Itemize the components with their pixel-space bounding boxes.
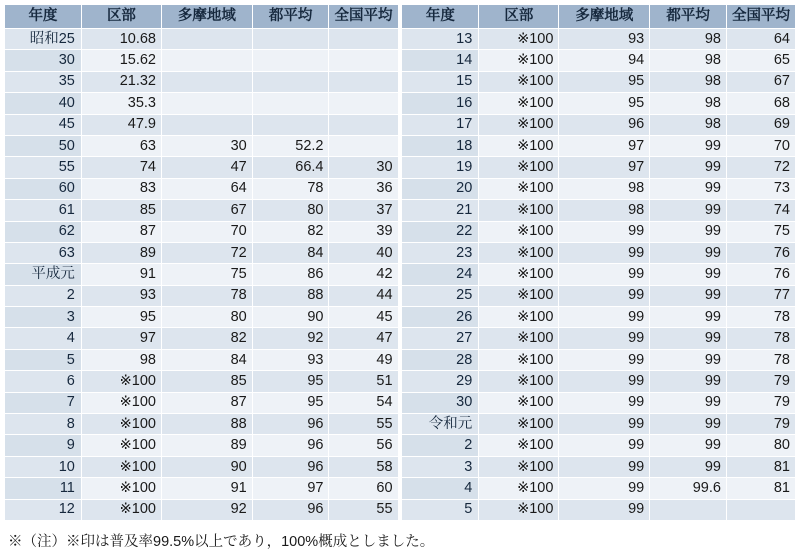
cell-value: 84 [162, 349, 253, 370]
cell-year: 昭和25 [5, 29, 82, 50]
cell-year: 62 [5, 221, 82, 242]
column-header-tama: 多摩地域 [559, 5, 650, 29]
table-row [5, 93, 399, 114]
cell-value [329, 50, 398, 71]
cell-value: 42 [329, 264, 398, 285]
cell-value [252, 71, 329, 92]
cell-value: 85 [162, 371, 253, 392]
cell-year: 50 [5, 135, 82, 156]
tables-container [4, 4, 796, 521]
cell-value: 91 [162, 478, 253, 499]
cell-year: 9 [5, 435, 82, 456]
table-row [402, 71, 796, 92]
cell-value: 95 [252, 392, 329, 413]
cell-year: 4 [402, 478, 479, 499]
cell-value: 99 [650, 435, 727, 456]
cell-value: 98 [559, 200, 650, 221]
cell-value: 87 [162, 392, 253, 413]
cell-value: 69 [726, 114, 795, 135]
cell-value: 78 [726, 349, 795, 370]
cell-value: 99 [650, 178, 727, 199]
cell-value [726, 499, 795, 520]
cell-value: 81 [726, 456, 795, 477]
cell-year: 23 [402, 242, 479, 263]
cell-value: 98 [81, 349, 161, 370]
cell-value: 54 [329, 392, 398, 413]
cell-value: 93 [252, 349, 329, 370]
cell-value: 99 [650, 135, 727, 156]
cell-value: 99 [650, 307, 727, 328]
cell-value: 93 [559, 29, 650, 50]
cell-value: ※100 [479, 157, 559, 178]
cell-value: 80 [162, 307, 253, 328]
table-row [5, 135, 399, 156]
cell-value: 88 [252, 285, 329, 306]
table-row [402, 114, 796, 135]
cell-value: ※100 [81, 392, 161, 413]
table-row [5, 328, 399, 349]
cell-value: ※100 [479, 456, 559, 477]
table-row [5, 264, 399, 285]
cell-value: 83 [81, 178, 161, 199]
table-row [402, 200, 796, 221]
table-row [5, 200, 399, 221]
cell-value: 47 [162, 157, 253, 178]
cell-value: 64 [726, 29, 795, 50]
cell-year: 18 [402, 135, 479, 156]
table-row [5, 371, 399, 392]
cell-year: 27 [402, 328, 479, 349]
table-row [5, 242, 399, 263]
cell-year: 12 [5, 499, 82, 520]
table-row [402, 93, 796, 114]
cell-value: 77 [726, 285, 795, 306]
cell-value [650, 499, 727, 520]
cell-year: 7 [5, 392, 82, 413]
cell-year: 5 [402, 499, 479, 520]
cell-year: 20 [402, 178, 479, 199]
cell-value: 74 [726, 200, 795, 221]
cell-value: ※100 [479, 135, 559, 156]
cell-value: 97 [252, 478, 329, 499]
cell-value [162, 93, 253, 114]
cell-value: 68 [726, 93, 795, 114]
table-row [402, 135, 796, 156]
table-row [5, 71, 399, 92]
cell-value: 21.32 [81, 71, 161, 92]
cell-value: ※100 [479, 264, 559, 285]
table-row [5, 114, 399, 135]
table-row [402, 178, 796, 199]
cell-value: 99 [559, 307, 650, 328]
cell-year: 24 [402, 264, 479, 285]
cell-value: 72 [162, 242, 253, 263]
table-row [402, 414, 796, 435]
cell-value: 99 [559, 328, 650, 349]
table-body-left [5, 29, 399, 521]
cell-value: 98 [650, 114, 727, 135]
cell-value: 99 [650, 371, 727, 392]
cell-year: 10 [5, 456, 82, 477]
cell-year: 26 [402, 307, 479, 328]
cell-value: 99 [559, 435, 650, 456]
column-header-tama: 多摩地域 [162, 5, 253, 29]
column-header-national-average: 全国平均 [726, 5, 795, 29]
cell-value: 80 [252, 200, 329, 221]
column-header-year: 年度 [5, 5, 82, 29]
cell-year: 3 [5, 307, 82, 328]
cell-value [162, 71, 253, 92]
cell-value: ※100 [479, 178, 559, 199]
cell-value: 51 [329, 371, 398, 392]
cell-value: 94 [559, 50, 650, 71]
cell-value: 66.4 [252, 157, 329, 178]
table-row [402, 50, 796, 71]
cell-value: 99 [650, 456, 727, 477]
cell-value: ※100 [479, 71, 559, 92]
cell-value: ※100 [479, 371, 559, 392]
cell-value: 99 [650, 200, 727, 221]
cell-value: 65 [726, 50, 795, 71]
cell-value: ※100 [479, 414, 559, 435]
cell-value: 90 [162, 456, 253, 477]
cell-year: 19 [402, 157, 479, 178]
table-row [5, 478, 399, 499]
table-row [402, 478, 796, 499]
cell-value: ※100 [479, 499, 559, 520]
cell-value: 78 [252, 178, 329, 199]
table-row [402, 157, 796, 178]
cell-value: 55 [329, 499, 398, 520]
cell-value: 87 [81, 221, 161, 242]
column-header-kubu: 区部 [81, 5, 161, 29]
cell-value: 97 [559, 157, 650, 178]
cell-value: 99 [559, 478, 650, 499]
cell-value: 99 [559, 221, 650, 242]
cell-year: 30 [5, 50, 82, 71]
cell-value: 96 [252, 414, 329, 435]
cell-year: 平成元 [5, 264, 82, 285]
column-header-kubu: 区部 [479, 5, 559, 29]
cell-value: 79 [726, 414, 795, 435]
cell-value: 78 [726, 307, 795, 328]
cell-value: 76 [726, 264, 795, 285]
cell-value: 90 [252, 307, 329, 328]
cell-value: 95 [559, 93, 650, 114]
table-body-right [402, 29, 796, 521]
cell-value: 99 [559, 371, 650, 392]
cell-value: 99 [650, 414, 727, 435]
cell-year: 8 [5, 414, 82, 435]
cell-value: 47.9 [81, 114, 161, 135]
cell-value: 49 [329, 349, 398, 370]
cell-year: 45 [5, 114, 82, 135]
cell-value [162, 114, 253, 135]
cell-value: 15.62 [81, 50, 161, 71]
cell-value: 30 [329, 157, 398, 178]
cell-value: 52.2 [252, 135, 329, 156]
cell-value [252, 29, 329, 50]
cell-year: 61 [5, 200, 82, 221]
cell-value: 47 [329, 328, 398, 349]
column-header-national-average: 全国平均 [329, 5, 398, 29]
cell-value: 99 [559, 242, 650, 263]
table-row [5, 50, 399, 71]
table-row [5, 349, 399, 370]
cell-value: 99 [650, 221, 727, 242]
cell-value: 95 [81, 307, 161, 328]
cell-value: ※100 [479, 29, 559, 50]
table-row [5, 414, 399, 435]
cell-year: 2 [402, 435, 479, 456]
cell-value: 99.6 [650, 478, 727, 499]
cell-value: 99 [559, 499, 650, 520]
cell-value: 30 [162, 135, 253, 156]
cell-value: 99 [559, 349, 650, 370]
cell-value: 78 [162, 285, 253, 306]
cell-year: 22 [402, 221, 479, 242]
cell-value: 99 [650, 392, 727, 413]
cell-year: 11 [5, 478, 82, 499]
cell-value: 39 [329, 221, 398, 242]
table-row [5, 285, 399, 306]
cell-value [162, 50, 253, 71]
cell-year: 28 [402, 349, 479, 370]
cell-value: 99 [650, 349, 727, 370]
cell-value: 75 [162, 264, 253, 285]
cell-value: 95 [252, 371, 329, 392]
table-row [402, 456, 796, 477]
cell-value: 99 [559, 414, 650, 435]
cell-value: ※100 [479, 307, 559, 328]
cell-value: ※100 [81, 478, 161, 499]
table-row [402, 264, 796, 285]
table-row [402, 285, 796, 306]
sewerage-coverage-table-left [4, 4, 399, 521]
cell-value: 99 [650, 285, 727, 306]
cell-value: 37 [329, 200, 398, 221]
cell-year: 13 [402, 29, 479, 50]
cell-value: 70 [162, 221, 253, 242]
table-row [5, 392, 399, 413]
table-row [5, 157, 399, 178]
table-row [402, 221, 796, 242]
cell-value: 81 [726, 478, 795, 499]
cell-value: 98 [650, 50, 727, 71]
cell-value: ※100 [479, 50, 559, 71]
table-row [402, 371, 796, 392]
cell-year: 2 [5, 285, 82, 306]
cell-value [252, 114, 329, 135]
cell-value: 93 [81, 285, 161, 306]
table-row [5, 221, 399, 242]
cell-value: 78 [726, 328, 795, 349]
cell-value: 60 [329, 478, 398, 499]
cell-value: 96 [252, 435, 329, 456]
cell-value: 73 [726, 178, 795, 199]
column-header-year: 年度 [402, 5, 479, 29]
cell-year: 25 [402, 285, 479, 306]
cell-value: 35.3 [81, 93, 161, 114]
cell-value: 98 [559, 178, 650, 199]
cell-value: 67 [162, 200, 253, 221]
cell-value: 89 [81, 242, 161, 263]
cell-value [329, 114, 398, 135]
cell-value [252, 50, 329, 71]
cell-year: 40 [5, 93, 82, 114]
cell-value: 76 [726, 242, 795, 263]
cell-year: 30 [402, 392, 479, 413]
cell-value: 84 [252, 242, 329, 263]
table-row [5, 29, 399, 50]
sewerage-coverage-table-right [401, 4, 796, 521]
cell-value: ※100 [81, 456, 161, 477]
cell-value: 63 [81, 135, 161, 156]
cell-year: 15 [402, 71, 479, 92]
cell-value: 45 [329, 307, 398, 328]
cell-value: 82 [252, 221, 329, 242]
cell-year: 35 [5, 71, 82, 92]
cell-value: 99 [559, 285, 650, 306]
table-row [5, 435, 399, 456]
cell-year: 63 [5, 242, 82, 263]
table-header-row [5, 5, 399, 29]
cell-value [252, 93, 329, 114]
cell-value: 99 [650, 264, 727, 285]
table-row [402, 349, 796, 370]
cell-value: 92 [252, 328, 329, 349]
cell-year: 21 [402, 200, 479, 221]
cell-value: 99 [559, 456, 650, 477]
cell-value: 79 [726, 371, 795, 392]
column-header-tokyo-average: 都平均 [650, 5, 727, 29]
cell-value: ※100 [479, 478, 559, 499]
cell-value: ※100 [81, 435, 161, 456]
cell-value [329, 135, 398, 156]
cell-value: ※100 [479, 242, 559, 263]
table-row [402, 307, 796, 328]
cell-value: 79 [726, 392, 795, 413]
table-footnote: ※（注）※印は普及率99.5%以上であり，100%概成としました。 [8, 533, 435, 550]
cell-value: ※100 [479, 392, 559, 413]
cell-year: 14 [402, 50, 479, 71]
cell-value: ※100 [479, 221, 559, 242]
table-row [402, 392, 796, 413]
cell-value: 82 [162, 328, 253, 349]
cell-value: ※100 [81, 499, 161, 520]
cell-value: ※100 [479, 328, 559, 349]
cell-value: 58 [329, 456, 398, 477]
cell-value: 44 [329, 285, 398, 306]
cell-year: 29 [402, 371, 479, 392]
cell-value: ※100 [479, 93, 559, 114]
table-row [402, 242, 796, 263]
cell-value: 96 [252, 499, 329, 520]
cell-year: 3 [402, 456, 479, 477]
cell-value: 92 [162, 499, 253, 520]
cell-value: 99 [559, 264, 650, 285]
cell-value: ※100 [81, 371, 161, 392]
cell-value: 64 [162, 178, 253, 199]
cell-value [162, 29, 253, 50]
cell-year: 令和元 [402, 414, 479, 435]
cell-year: 4 [5, 328, 82, 349]
cell-value: 97 [81, 328, 161, 349]
cell-value: ※100 [479, 285, 559, 306]
cell-value: 98 [650, 93, 727, 114]
cell-value: 89 [162, 435, 253, 456]
cell-value: ※100 [479, 114, 559, 135]
cell-value: 10.68 [81, 29, 161, 50]
cell-value: 96 [252, 456, 329, 477]
cell-value: ※100 [479, 435, 559, 456]
table-row [5, 499, 399, 520]
cell-value: 80 [726, 435, 795, 456]
cell-year: 55 [5, 157, 82, 178]
cell-value: 55 [329, 414, 398, 435]
cell-value: 99 [650, 242, 727, 263]
cell-value: 98 [650, 29, 727, 50]
cell-value: ※100 [81, 414, 161, 435]
cell-value: 36 [329, 178, 398, 199]
cell-value: 40 [329, 242, 398, 263]
cell-value: 75 [726, 221, 795, 242]
cell-year: 16 [402, 93, 479, 114]
table-header-row [402, 5, 796, 29]
cell-value: 99 [650, 157, 727, 178]
cell-value: 56 [329, 435, 398, 456]
cell-value: 74 [81, 157, 161, 178]
table-row [402, 499, 796, 520]
table-row [5, 456, 399, 477]
cell-value [329, 93, 398, 114]
cell-year: 17 [402, 114, 479, 135]
cell-value: 98 [650, 71, 727, 92]
table-row [402, 328, 796, 349]
cell-value: 99 [650, 328, 727, 349]
cell-value: 67 [726, 71, 795, 92]
cell-value: 97 [559, 135, 650, 156]
table-row [5, 307, 399, 328]
table-row [402, 29, 796, 50]
cell-value: 96 [559, 114, 650, 135]
table-row [402, 435, 796, 456]
cell-value: ※100 [479, 349, 559, 370]
table-row [5, 178, 399, 199]
cell-value [329, 29, 398, 50]
cell-value: 70 [726, 135, 795, 156]
cell-value: 72 [726, 157, 795, 178]
cell-value [329, 71, 398, 92]
cell-value: 86 [252, 264, 329, 285]
cell-value: 99 [559, 392, 650, 413]
cell-value: 88 [162, 414, 253, 435]
cell-year: 5 [5, 349, 82, 370]
column-header-tokyo-average: 都平均 [252, 5, 329, 29]
cell-value: 95 [559, 71, 650, 92]
cell-value: ※100 [479, 200, 559, 221]
cell-value: 91 [81, 264, 161, 285]
cell-year: 60 [5, 178, 82, 199]
cell-year: 6 [5, 371, 82, 392]
cell-value: 85 [81, 200, 161, 221]
